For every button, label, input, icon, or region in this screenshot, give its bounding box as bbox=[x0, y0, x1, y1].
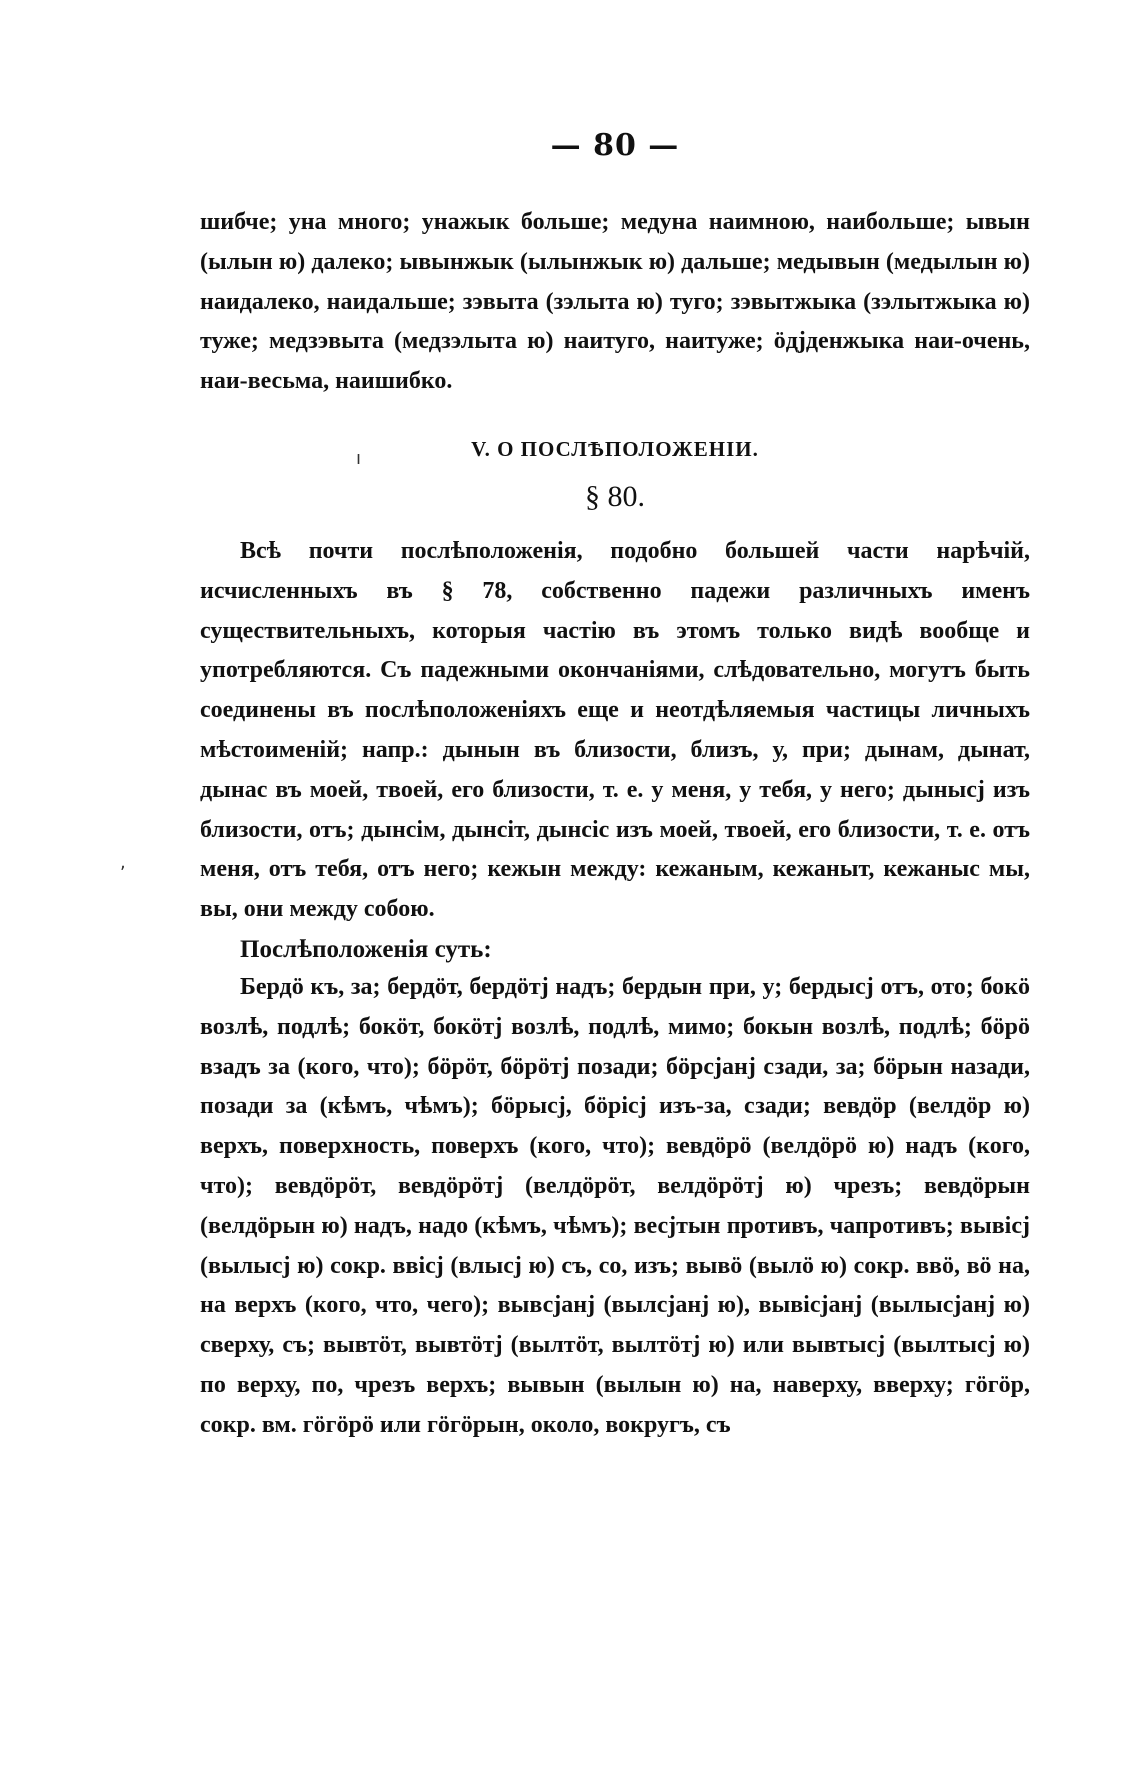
stray-mark-icon: , bbox=[120, 852, 126, 873]
book-page bbox=[200, 128, 1030, 1446]
main-paragraph: Всѣ почти послѣположенія, подобно большей части нарѣчій, исчисленныхъ въ § 78, собственно падежи различныхъ именъ существительныхъ, которыя частію въ этомъ только видѣ вообще и употребляются. Съ падежными окончаніями, слѣдовательно, могутъ быть соединены въ послѣположеніяхъ еще и неотдѣляемыя частицы личныхъ мѣстоимeній; напр.: дынын въ близости, близъ, у, при; дынам, дынат, дынас въ моей, твоей, его близости, т. е. у меня, у тебя, у него; дынысј изъ близости, отъ; дынсім, дынсіт, дынсіс изъ моей, твоей, его близости, т. е. отъ меня, отъ тебя, отъ него; кежын между: кежаным, кежаныт, кежаныс мы, вы, они между собою. bbox=[200, 537, 1030, 923]
page-number: — 80 — bbox=[550, 128, 680, 163]
stray-mark-icon: ı bbox=[356, 448, 362, 469]
list-paragraph: Бердӧ къ, за; бердӧт, бердӧтј надъ; бердын при, у; бердысј отъ, ото; бокӧ возлѣ, подлѣ; бокӧт, бокӧтј возлѣ, подлѣ, мимо; бокын возлѣ, подлѣ; бӧрӧ взадъ за (кого, что); бӧрӧт, бӧрӧтј позади; бӧрсјанј сзади, за; бӧрын назади, позади за (кѣмъ, чѣмъ); бӧрысј, бӧрісј изъ-за, сзади; вевдӧр (велдӧр ю) верхъ, поверхность, поверхъ (кого, что); вевдӧрӧ (велдӧрӧ ю) надъ (кого, что); вевдӧрӧт, вевдӧрӧтј (велдӧрӧт, велдӧрӧтј ю) чрезъ; вевдӧрын (велдӧрын ю) надъ, надо (кѣмъ, чѣмъ); весјтын противъ, чапротивъ; вывісј (вылысј ю) сокр. ввісј (влысј ю) съ, со, изъ; вывӧ (вылӧ ю) сокр. ввӧ, вӧ на, на верхъ (кого, что, чего); вывсјанј (вылсјанј ю), вывісјанј (вылысјанј ю) сверху, съ; вывтӧт, вывтӧтј (вылтӧт, вылтӧтј ю) или вывтысј (вылтысј ю) по верху, по, чрезъ верхъ; вывын (вылын ю) на, наверху, вверху; гӧгӧр, сокр. вм. гӧгӧрӧ или гӧгӧрын, около, вокругъ, съ bbox=[200, 973, 1030, 1438]
paragraph-number: § 80. bbox=[585, 479, 645, 513]
subheading: Послѣположенія суть: bbox=[240, 935, 492, 963]
intro-paragraph: шибче; уна много; унажык больше; медуна наимною, наибольше; ывын (ылын ю) далеко; ывынжык (ылынжык ю) дальше; медывын (медылын ю) наидалеко, наидальше; зэвыта (зэлыта ю) туго; зэвытжыка (зэлытжыка ю) туже; медзэвыта (медзэлыта ю) наитуго, наитуже; ӧдјденжыка наи-очень, наи-весьма, наишибко. bbox=[200, 209, 1030, 395]
section-heading: V. О ПОСЛѢПОЛОЖЕНІИ. bbox=[471, 436, 759, 461]
